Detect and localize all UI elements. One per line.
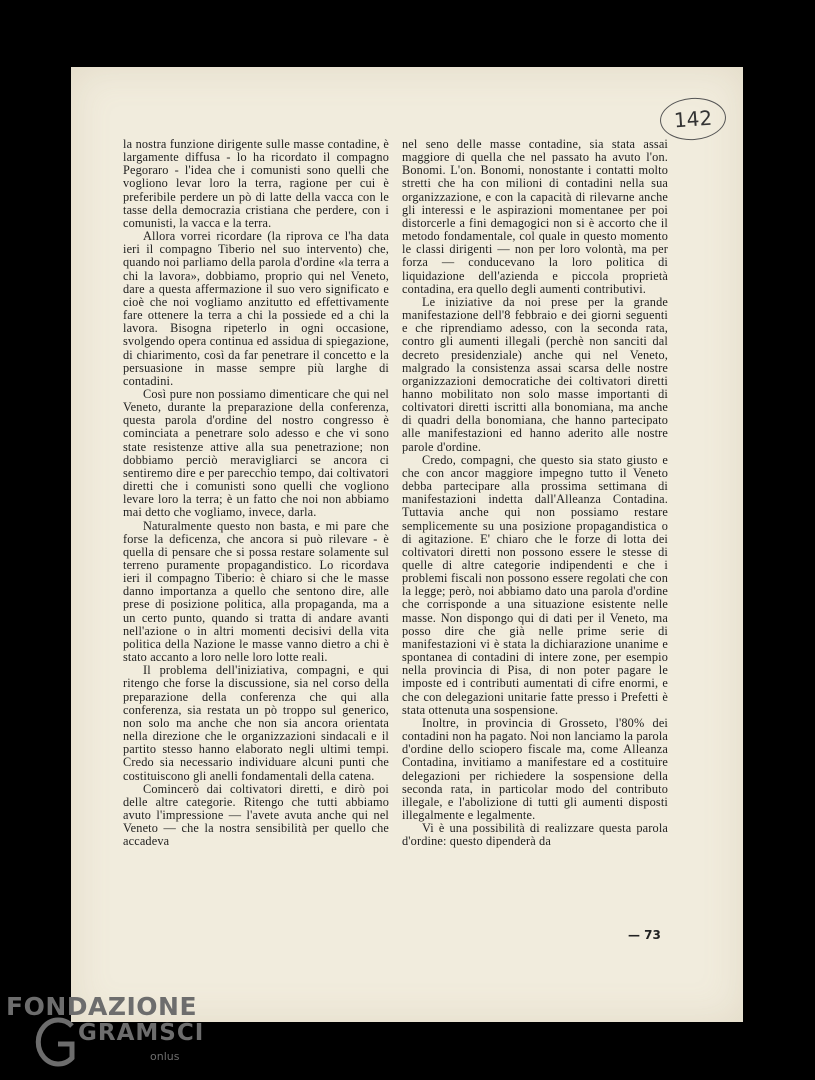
- left-paragraph-3: Così pure non possiamo dimenticare che qui nel Veneto, durante la preparazione della conferenza, questa parola d'ordine del nostro congresso è cominciata a penetrare solo adesso e che vi sono state resistenze attive alla sua penetrazione; non dobbiamo perciò meravigliarci se ancora ci sentiremo dire e per parecchio tempo, dai coltivatori diretti che i comunisti sono quelli che vogliono levare loro la terra; è un fatto che noi non abbiamo mai detto che vogliamo, invece, darla.: [123, 386, 389, 520]
- watermark-subtitle: onlus: [150, 1050, 180, 1063]
- right-paragraph-1: nel seno delle masse contadine, sia stata assai maggiore di quella che nel passato ha avuto l'on. Bonomi. L'on. Bonomi, nonostante i contatti molto stretti che ha con milioni di contadini nella sua organizzazione, e con la capacità di rilevarne anche gli interessi e le aspirazioni momentanee per poi distorcerle a fini demagogici non si è accorto che il metodo fondamentale, col quale in questo momento le classi dirigenti — non per loro volontà, ma per forza — conducevano la loro politica di liquidazione dell'azienda e piccola proprietà contadina, era quello degli aumenti contributivi.: [402, 137, 668, 296]
- watermark-line1: FONDAZIONE: [6, 992, 198, 1021]
- gramsci-logo-icon: [32, 1014, 78, 1072]
- left-column: [123, 138, 389, 848]
- left-paragraph-6: Comincerò dai coltivatori diretti, e dirò poi delle altre categorie. Ritengo che tutti abbiamo avuto l'impressione — l'avete avuta anche qui nel Veneto — che la nostra sensibilità per quello che accadeva: [123, 781, 389, 849]
- right-paragraph-4: Inoltre, in provincia di Grosseto, l'80% dei contadini non ha pagato. Noi non lanciamo la parola d'ordine dello sciopero fiscale ma, come Alleanza Contadina, invitiamo a manifestare ed a costituire delegazioni per richiedere la sospensione della seconda rata, in particolar modo del contributo illegale, e l'abolizione di tutti gli aumenti disposti illegalmente e legalmente.: [402, 715, 668, 822]
- left-paragraph-5: Il problema dell'iniziativa, compagni, e qui ritengo che forse la discussione, sia nel corso della preparazione della conferenza che qui alla conferenza, sia restata un pò troppo sul generico, non solo ma anche che non sia ancora orientata nella direzione che le organizzazioni sindacali e il partito stesso hanno elaborato negli ultimi tempi. Credo sia necessario individuare alcuni punti che costituiscono gli anelli fondamentali della catena.: [123, 663, 389, 783]
- page-number: — 73: [628, 928, 661, 942]
- left-paragraph-4: Naturalmente questo non basta, e mi pare che forse la deficenza, che ancora si può rilevare - è quella di pensare che si possa restare solamente sul terreno puramente propagandistico. Lo ricordava ieri il compagno Tiberio: è chiaro si che le masse danno importanza a quello che sentono dire, alle prese di posizione politica, alla propaganda, ma a un certo punto, quando si tratta di andare avanti nell'azione o in altri momenti decisivi della vita politica della Nazione le masse vanno dietro a chi è stato accanto a loro nelle loro lotte reali.: [123, 518, 389, 665]
- right-paragraph-2: Le iniziative da noi prese per la grande manifestazione dell'8 febbraio e dei giorni seguenti e che riprendiamo adesso, con la seconda rata, contro gli aumenti illegali (perchè non sanciti dal decreto presidenziale) anche qui nel Veneto, malgrado la consistenza assai scarsa delle nostre organizzazioni democratiche dei coltivatori diretti hanno mobilitato non solo masse importanti di coltivatori diretti iscritti alla bonomiana, ma anche di quadri della bonomiana, che hanno partecipato alle manifestazioni ed hanno aderito alle nostre parole d'ordine.: [402, 294, 668, 454]
- right-column: [402, 138, 668, 848]
- right-paragraph-5: Vi è una possibilità di realizzare questa parola d'ordine: questo dipenderà da: [402, 821, 668, 849]
- archive-number-stamp: 142: [659, 96, 728, 143]
- left-paragraph-1: la nostra funzione dirigente sulle masse contadine, è largamente diffusa - lo ha ricordato il compagno Pegoraro - l'idea che i comunisti sono quelli che vogliono levar loro la terra, ragione per cui è preferibile perdere un pò di latte della vacca con le tasse della democrazia cristiana che perdere, con i comunisti, la vacca e la terra.: [123, 137, 389, 230]
- fondazione-gramsci-watermark: [4, 990, 205, 1080]
- watermark-line2: GRAMSCI: [78, 1020, 205, 1046]
- right-paragraph-3: Credo, compagni, che questo sia stato giusto e che con ancor maggiore impegno tutto il Veneto debba partecipare alla prossima settimana di manifestazioni indetta dall'Alleanza Contadina. Tuttavia anche qui non possiamo restare semplicemente su una posizione propagandistica o di agitazione. E' chiaro che le forze di lotta dei coltivatori diretti non possono essere le stesse di quelle di altre categorie indipendenti e che i problemi fiscali non possono essere regolati che con la legge; però, noi abbiamo dato una parola d'ordine che corrisponde a una situazione esistente nelle masse. Non dispongo qui di dati per il Veneto, ma posso dire che già nelle prime serie di manifestazioni vi è stata la dichiarazione unanime e spontanea di contadini di intere zone, per esempio nella provincia di Pisa, di non poter pagare le imposte ed i contributi aumentati di cifre enormi, e che con delegazioni unitarie fatte presso i Prefetti è stata ottenuta una sospensione.: [402, 452, 668, 717]
- left-paragraph-2: Allora vorrei ricordare (la riprova ce l'ha data ieri il compagno Tiberio nel suo intervento) che, quando noi parliamo della parola d'ordine «la terra a chi la lavora», dobbiamo, proprio qui nel Veneto, dare a questa affermazione il suo vero significato e cioè che noi vogliamo anzitutto ed effettivamente fare ottenere la terra a chi la possiede ed a chi la lavora. Bisogna ripeterlo in ogni occasione, svolgendo opera continua ed assidua di spiegazione, di chiarimento, così da far penetrare il concetto e la persuasione in masse sempre più larghe di contadini.: [123, 229, 389, 388]
